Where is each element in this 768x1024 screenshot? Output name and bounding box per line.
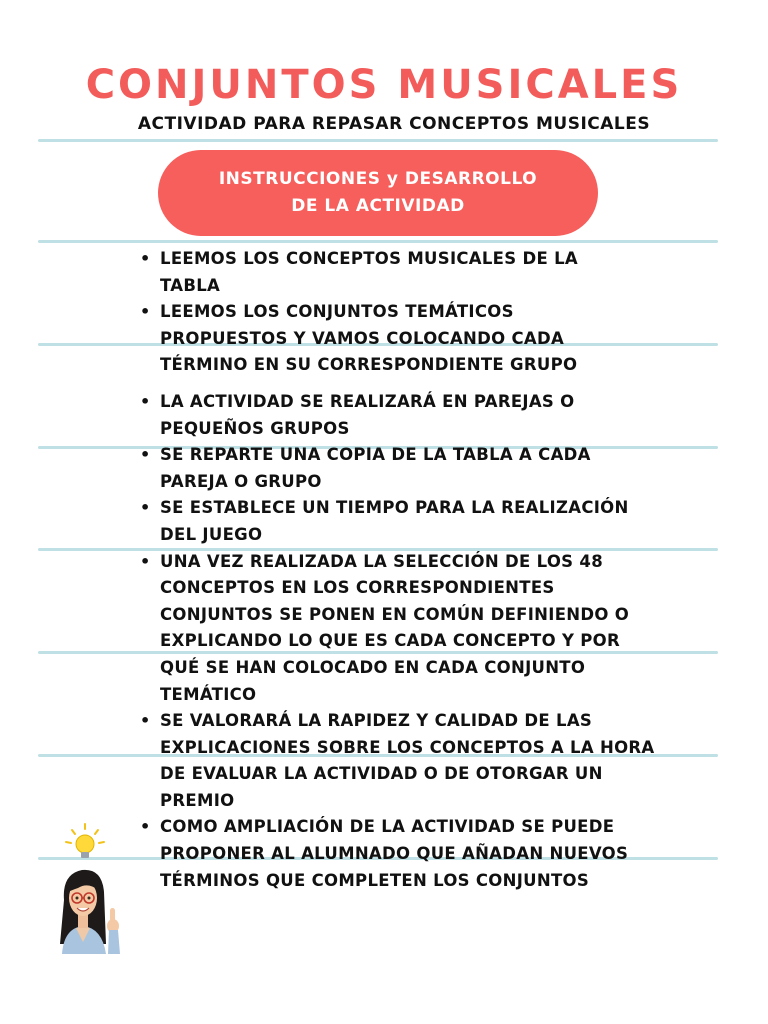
list-item-text: LEEMOS LOS CONJUNTOS TEMÁTICOS PROPUESTOS Y VAMOS COLOCANDO CADA TÉRMINO EN SU CORRESPONDIENTE GRUPO <box>160 302 578 375</box>
list-item-text: UNA VEZ REALIZADA LA SELECCIÓN DE LOS 48 CONCEPTOS EN LOS CORRESPONDIENTES CONJUNTOS SE PONEN EN COMÚN DEFINIENDO O EXPLICANDO LO QUE ES CADA CONCEPTO Y POR QUÉ SE HAN COLOCADO EN CADA CONJUNTO TEMÁTICO <box>160 551 630 704</box>
list-item-text: SE REPARTE UNA COPIA DE LA TABLA A CADA PAREJA O GRUPO <box>160 445 591 491</box>
list-item <box>134 495 734 548</box>
bullet-icon: • <box>140 498 151 518</box>
list-item-text: COMO AMPLIACIÓN DE LA ACTIVIDAD SE PUEDE PROPONER AL ALUMNADO QUE AÑADAN NUEVOS TÉRMINOS QUE COMPLETEN LOS CONJUNTOS <box>160 817 629 890</box>
banner-line-2: DE LA ACTIVIDAD <box>291 196 465 216</box>
bullet-icon: • <box>140 445 151 465</box>
list-item <box>134 549 734 709</box>
banner-line-1: INSTRUCCIONES y DESARROLLO <box>218 169 538 189</box>
page-subtitle: ACTIVIDAD PARA REPASAR CONCEPTOS MUSICALES <box>137 114 651 134</box>
notebook-rule <box>38 139 718 142</box>
page-title: CONJUNTOS MUSICALES <box>85 62 683 108</box>
lightbulb-icon <box>66 824 104 858</box>
list-item <box>134 708 734 814</box>
list-item-text: LA ACTIVIDAD SE REALIZARÁ EN PAREJAS O PEQUEÑOS GRUPOS <box>160 391 575 438</box>
teacher-avatar <box>52 822 132 954</box>
list-item <box>134 299 734 379</box>
bullet-icon: • <box>140 551 151 571</box>
bullet-icon: • <box>140 391 151 411</box>
bullet-icon: • <box>140 249 151 268</box>
list-item <box>134 442 734 495</box>
list-item <box>134 389 734 442</box>
list-item-text: LEEMOS LOS CONCEPTOS MUSICALES DE LA TABLA <box>160 249 578 295</box>
list-item-text: SE ESTABLECE UN TIEMPO PARA LA REALIZACIÓN DEL JUEGO <box>160 498 629 544</box>
bullet-icon: • <box>140 817 151 837</box>
notebook-rule <box>38 240 718 243</box>
list-item <box>134 814 734 894</box>
instructions-banner <box>158 150 598 236</box>
list-item <box>134 246 734 299</box>
bullet-icon: • <box>140 711 151 731</box>
instructions-list <box>134 246 734 894</box>
list-item-text: SE VALORARÁ LA RAPIDEZ Y CALIDAD DE LAS EXPLICACIONES SOBRE LOS CONCEPTOS A LA HORA DE EVALUAR LA ACTIVIDAD O DE OTORGAR UN PREMIO <box>160 711 655 810</box>
bullet-icon: • <box>140 302 151 322</box>
